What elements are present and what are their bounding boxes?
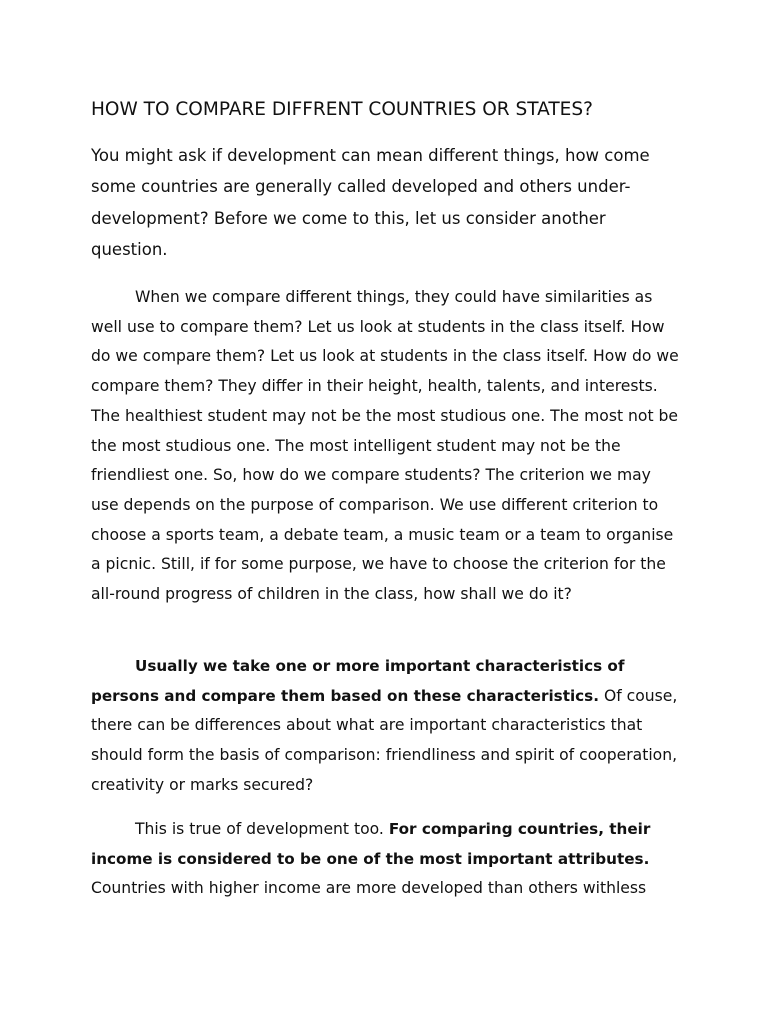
paragraph-text: Of couse, there can be differences about what are important characteristics that should form the basis of comparison: friendliness and spirit of cooperation, creativity or marks secured? [91, 686, 678, 794]
paragraph-development [91, 815, 681, 904]
paragraph-characteristics [91, 652, 681, 801]
bold-statement: For comparing countries, their income is considered to be one of the most important attributes. [91, 820, 651, 868]
intro-paragraph: You might ask if development can mean different things, how come some countries are generally called developed and others under-development? Before we come to this, let us consider another question. [91, 146, 650, 259]
paragraph-text: This is true of development too. [135, 820, 389, 838]
paragraph-text: When we compare different things, they could have similarities as well use to compare them? Let us look at students in the class itself. How do we compare them? Let us look at students in the class itself. How do we compare them? They differ in their height, health, talents, and interests. The healthiest student may not be the most studious one. The most not be the most studious one. The most intelligent student may not be the friendliest one. So, how do we compare students? The criterion we may use depends on the purpose of comparison. We use different criterion to choose a sports team, a debate team, a music team or a team to organise a picnic. Still, if for some purpose, we have to choose the criterion for the all-round progress of children in the class, how shall we do it? [91, 288, 679, 604]
document-heading [91, 96, 691, 124]
paragraph-comparing-things [91, 283, 681, 610]
bold-statement: Usually we take one or more important characteristics of persons and compare them based on these characteristics. [91, 657, 625, 705]
paragraph-text: Countries with higher income are more developed than others withless [91, 879, 647, 898]
heading-text: HOW TO COMPARE DIFFRENT COUNTRIES OR STATES? [91, 99, 593, 120]
